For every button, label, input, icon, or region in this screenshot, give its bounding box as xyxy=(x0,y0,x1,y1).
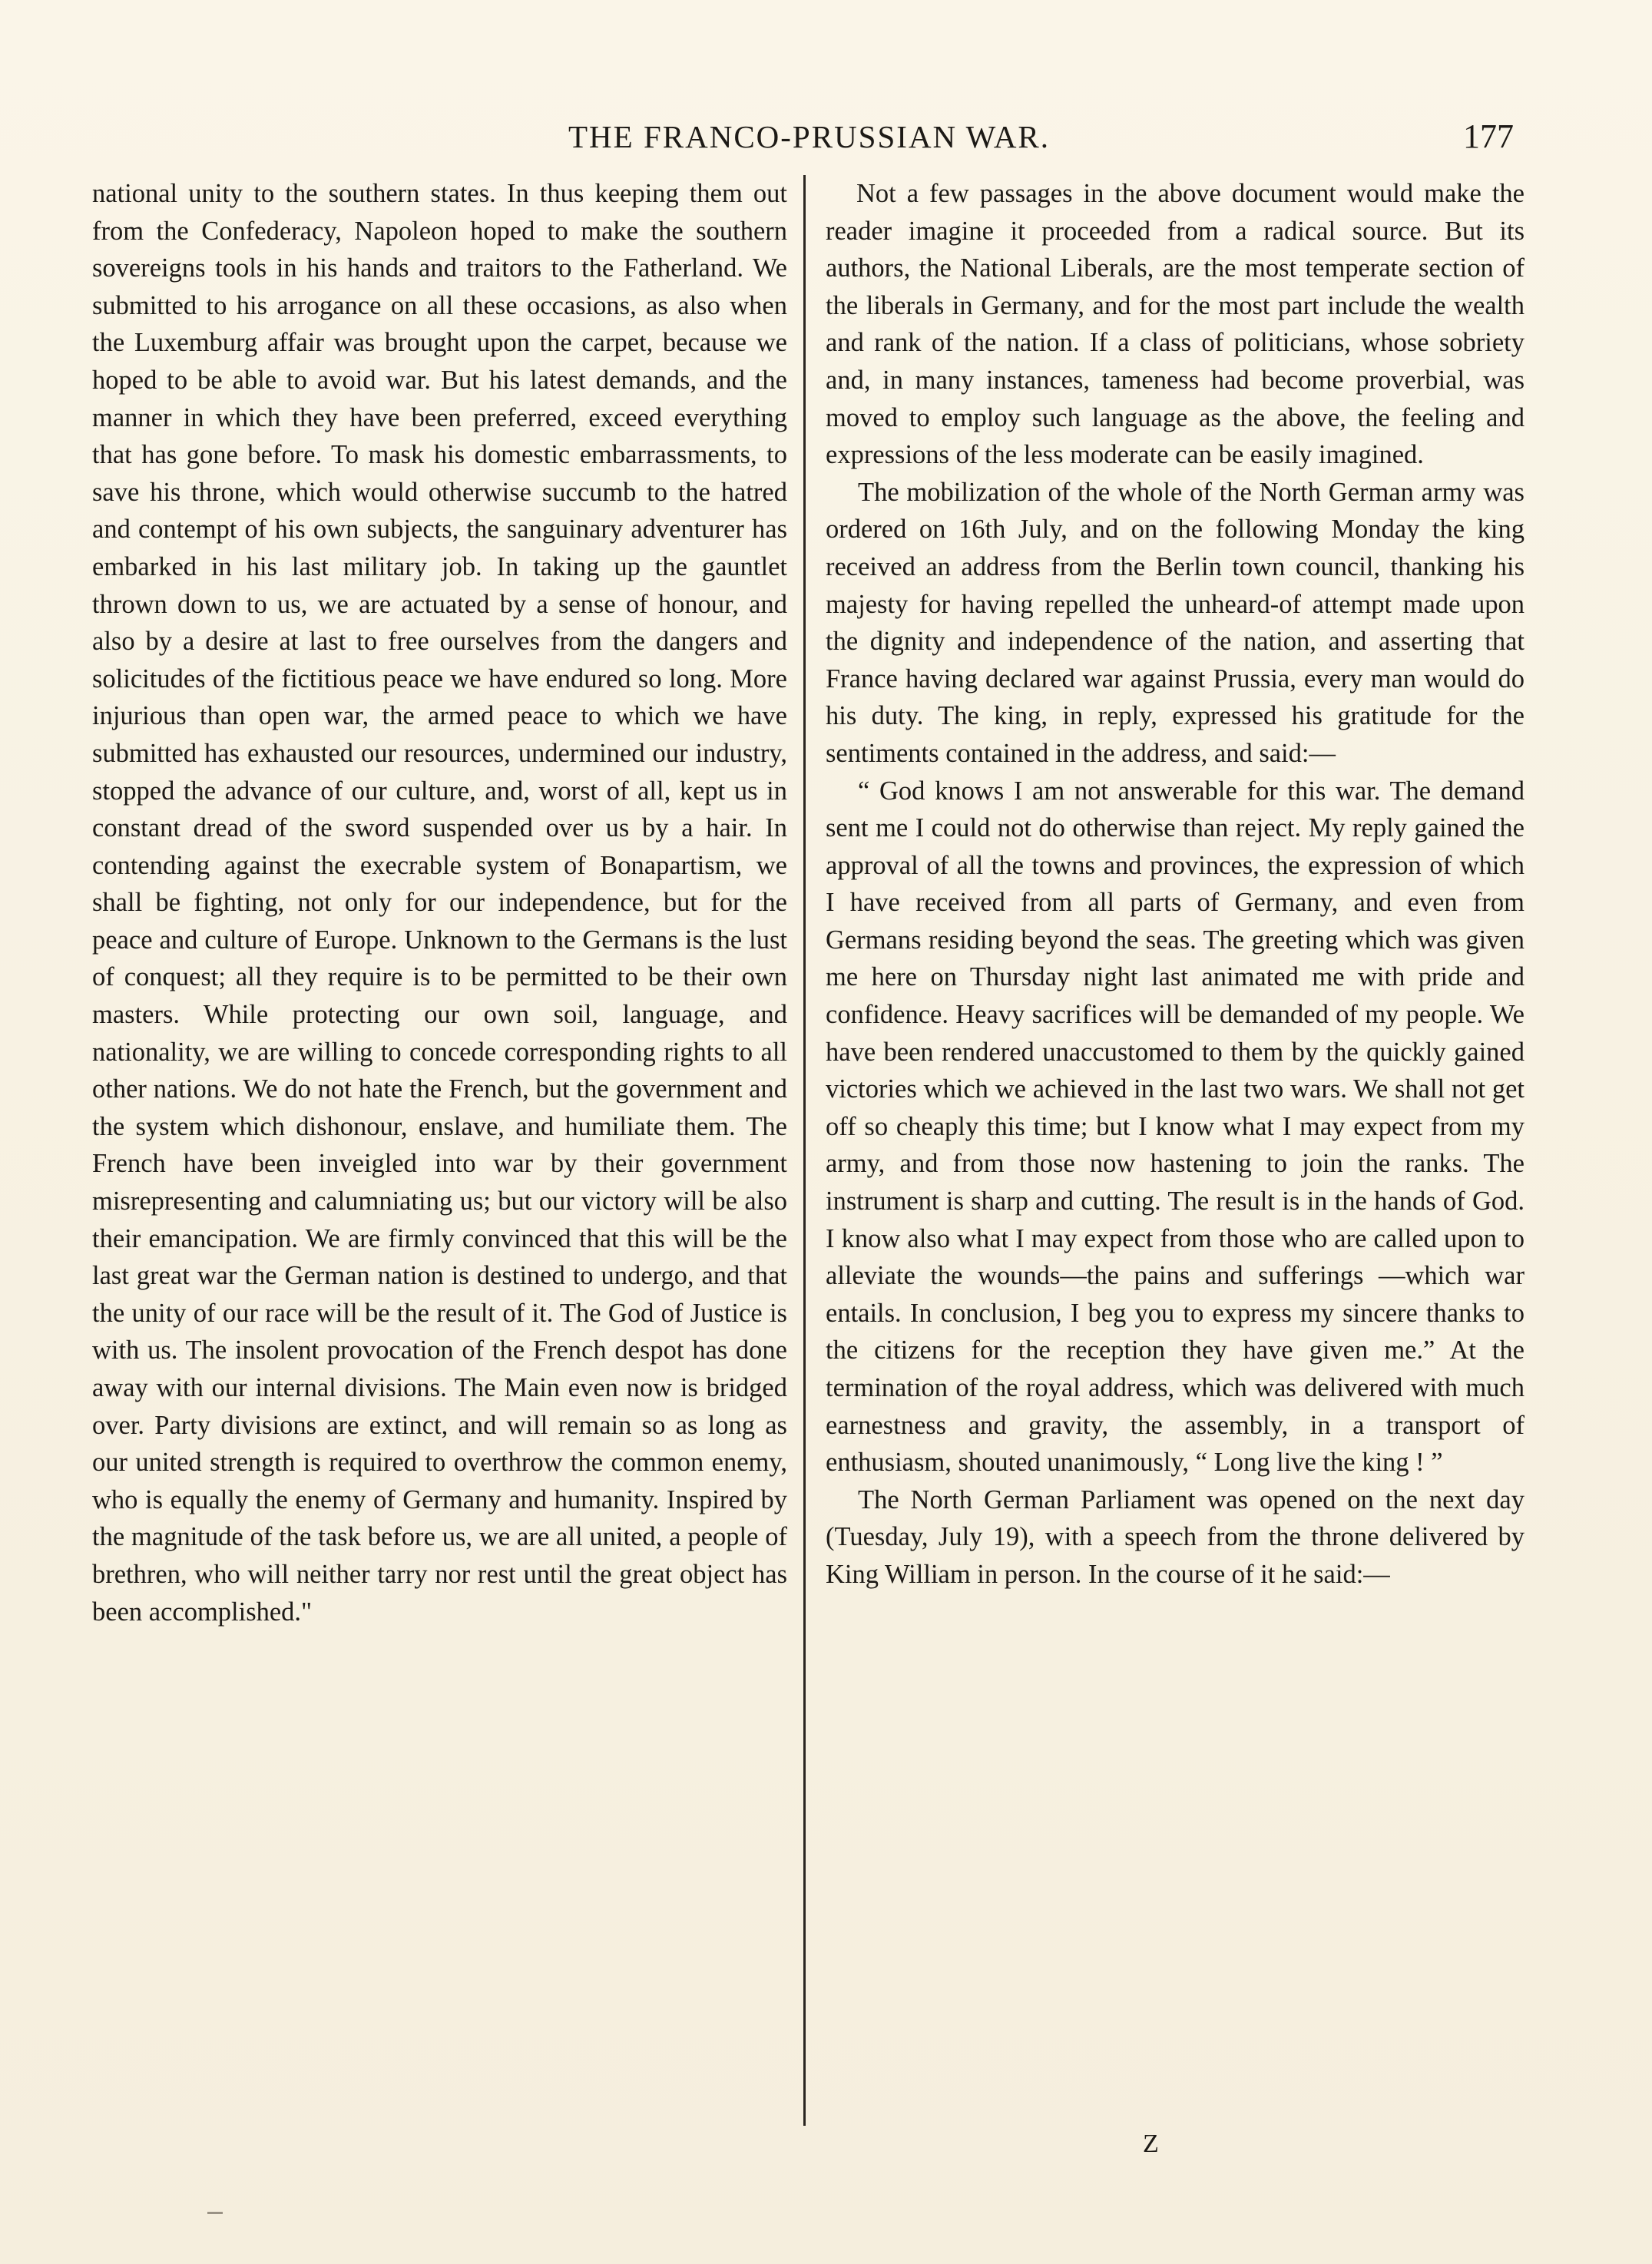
right-paragraph-4: The North German Parliament was opened on the next day (Tuesday, July 19), with a speech from the throne delivered by King William in person. In the course of it he said:— xyxy=(826,1485,1525,1589)
running-title: THE FRANCO-PRUSSIAN WAR. xyxy=(568,119,1051,154)
right-paragraph-2: The mobilization of the whole of the North German army was ordered on 16th July, and on the following Monday the king received an address from the Berlin town council, thanking his majesty for having repelled the unheard-of attempt made upon the dignity and independence of the nation, and asserting that France having declared war against Prussia, every man would do his duty. The king, in reply, expressed his gratitude for the sentiments contained in the address, and said:— xyxy=(826,477,1525,768)
column-divider xyxy=(803,175,806,2126)
right-paragraph-3: “ God knows I am not answerable for this war. The demand sent me I could not do otherwise than reject. My reply gained the approval of all the towns and provinces, the expression of which I have received from all parts of Germany, and even from Germans residing beyond the seas. The greeting which was given me here on Thursday night last animated me with pride and confidence. Heavy sacrifices will be demanded of my people. We have been rendered unaccustomed to them by the quickly gained victories which we achieved in the last two wars. We shall not get off so cheaply this time; but I know what I may expect from my army, and from those now hastening to join the ranks. The instrument is sharp and cutting. The result is in the hands of God. I know also what I may expect from those who are called upon to alleviate the wounds—the pains and sufferings —which war entails. In conclusion, I beg you to express my sincere thanks to the citizens for the reception they have given me.” At the termination of the royal address, which was delivered with much earnestness and gravity, the assembly, in a transport of enthusiasm, shouted unanimously, “ Long live the king ! ” xyxy=(826,776,1525,1478)
right-paragraph-1: Not a few passages in the above document would make the reader imagine it proceeded from a radical source. But its authors, the National Liberals, are the most temperate section of the liberals in Germany, and for the most part include the wealth and rank of the nation. If a class of politicians, whose sobriety and, in many instances, tameness had become proverbial, was moved to employ such language as the above, the feeling and expressions of the less moderate can be easily imagined. xyxy=(826,179,1525,470)
page-number: 177 xyxy=(1463,118,1514,155)
left-column xyxy=(92,175,787,1630)
running-head xyxy=(0,114,1652,160)
left-paragraph-1: national unity to the southern states. In thus keeping them out from the Confederacy, Napoleon hoped to make the southern sovereigns tools in his hands and traitors to the Fatherland. We submitted to his arrogance on all these occasions, as also when the Luxemburg affair was brought upon the carpet, because we hoped to be able to avoid war. But his latest demands, and the manner in which they have been preferred, exceed everything that has gone before. To mask his domestic embarrassments, to save his throne, which would otherwise succumb to the hatred and contempt of his own subjects, the sanguinary adventurer has embarked in his last military job. In taking up the gauntlet thrown down to us, we are actuated by a sense of honour, and also by a desire at last to free ourselves from the dangers and solicitudes of the fictitious peace we have endured so long. More injurious than open war, the armed peace to which we have submitted has exhausted our resources, undermined our industry, stopped the advance of our culture, and, worst of all, kept us in constant dread of the sword suspended over us by a hair. In contending against the execrable system of Bonapartism, we shall be fighting, not only for our independence, but for the peace and culture of Europe. Unknown to the Germans is the lust of conquest; all they require is to be permitted to be their own masters. While protecting our own soil, language, and nationality, we are willing to concede corresponding rights to all other nations. We do not hate the French, but the government and the system which dishonour, enslave, and humiliate them. The French have been inveigled into war by their government misrepresenting and calumniating us; but our victory will be also their emancipation. We are firmly convinced that this will be the last great war the German nation is destined to undergo, and that the unity of our race will be the result of it. The God of Justice is with us. The insolent provocation of the French despot has done away with our internal divisions. The Main even now is bridged over. Party divisions are extinct, and will remain so as long as our united strength is required to overthrow the common enemy, who is equally the enemy of Germany and humanity. Inspired by the magnitude of the task before us, we are all united, a people of brethren, who will neither tarry nor rest until the great object has been accomplished." xyxy=(92,179,787,1627)
right-column xyxy=(826,175,1525,1594)
printer-signature-mark: Z xyxy=(1143,2130,1159,2158)
ink-mark xyxy=(207,2212,223,2214)
